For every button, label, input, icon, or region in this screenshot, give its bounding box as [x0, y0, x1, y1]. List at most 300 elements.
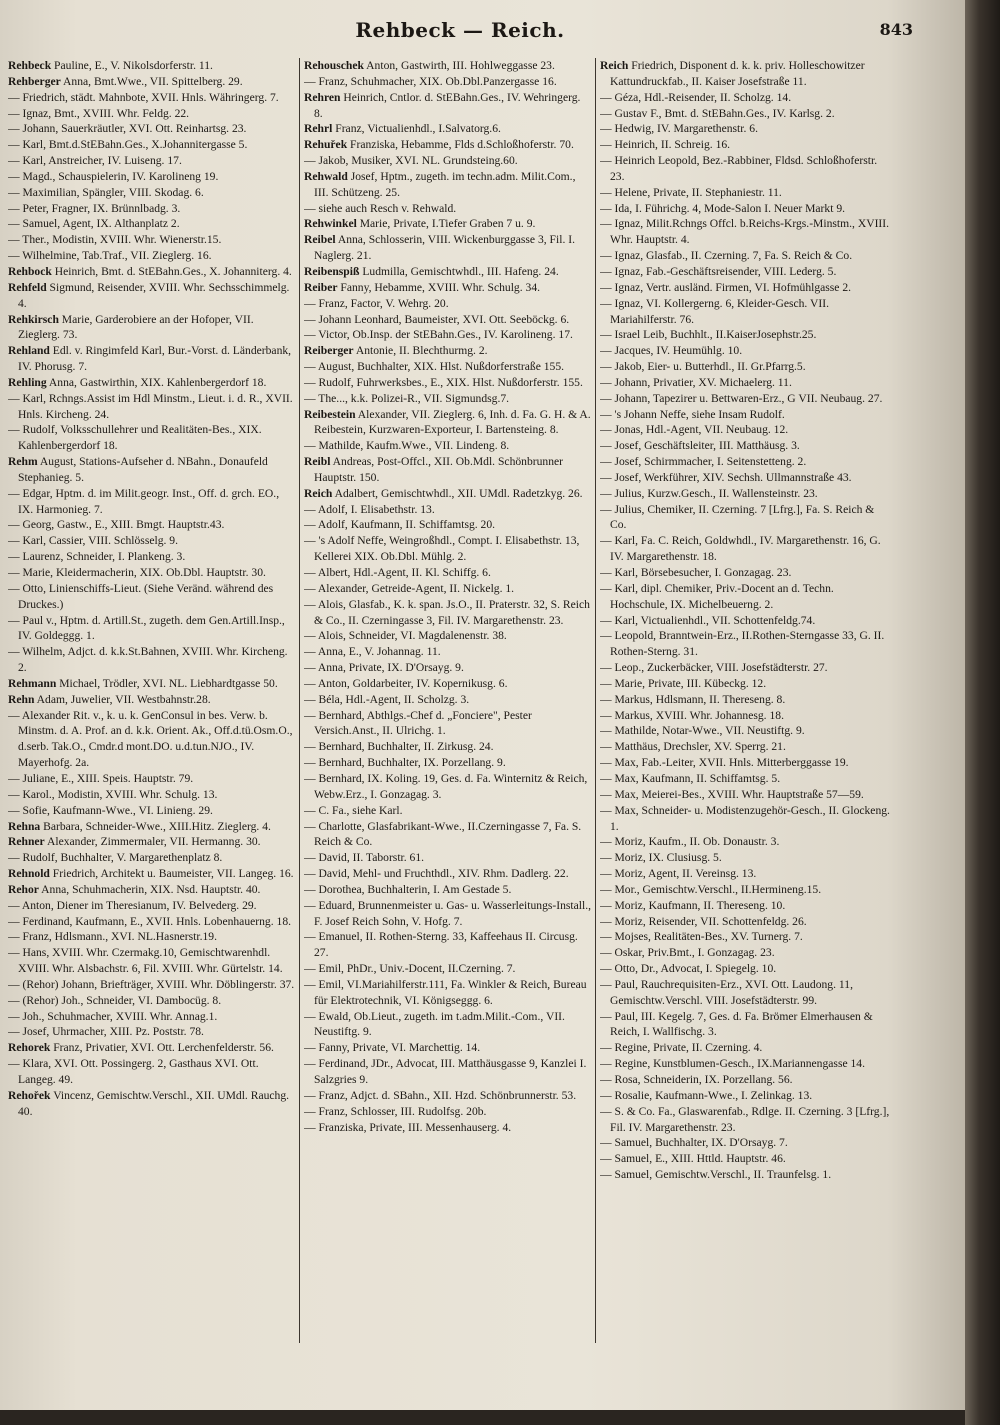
entry-text: — Leopold, Branntwein-Erz., II.Rothen-Sterngasse 33, G. II. Rothen-Sterng. 31.: [600, 629, 885, 659]
surname: Rehberger: [8, 74, 61, 88]
directory-entry: [8, 232, 296, 248]
directory-entry: [304, 755, 592, 771]
directory-entry: [8, 644, 296, 676]
entry-text: — Anna, E., V. Johannag. 11.: [304, 645, 441, 659]
directory-entry: [8, 914, 296, 930]
directory-entry: [600, 929, 890, 945]
directory-entry-head: [304, 137, 592, 153]
surname: Rehrl: [304, 122, 333, 136]
directory-entry-head: [304, 264, 592, 280]
entry-text: Ludmilla, Gemischtwhdl., III. Hafeng. 24.: [359, 264, 559, 278]
entry-text: — Moriz, Reisender, VII. Schottenfeldg. 26.: [600, 914, 807, 928]
directory-entry: [8, 185, 296, 201]
directory-entry: [304, 502, 592, 518]
entry-text: — Karl, Anstreicher, IV. Luiseng. 17.: [8, 154, 182, 168]
directory-entry: [8, 486, 296, 518]
directory-entry: [304, 819, 592, 851]
entry-text: — Rosa, Schneiderin, IX. Porzellang. 56.: [600, 1073, 793, 1086]
directory-entry: [600, 216, 890, 248]
directory-entry: [600, 533, 890, 565]
directory-entry: [600, 787, 890, 803]
entry-text: — Ewald, Ob.Lieut., zugeth. im t.adm.Milit.-Com., VII. Neustiftg. 9.: [304, 1009, 565, 1039]
entry-text: Heinrich, Cntlor. d. StEBahn.Ges., IV. Wehringerg. 8.: [314, 90, 581, 120]
directory-entry-head: [304, 280, 592, 296]
directory-entry: [600, 280, 890, 296]
entry-text: — Markus, Hdlsmann, II. Thereseng. 8.: [600, 692, 786, 706]
entry-text: — Jonas, Hdl.-Agent, VII. Neubaug. 12.: [600, 423, 789, 437]
column-2: [304, 58, 592, 1135]
directory-entry: [8, 201, 296, 217]
surname: Reich: [304, 486, 333, 500]
directory-entry-head: [304, 169, 592, 201]
surname: Reibenspiß: [304, 264, 360, 278]
directory-entry: [600, 676, 890, 692]
entry-text: — Wilhelmine, Tab.Traf., VII. Zieglerg. 16.: [8, 249, 212, 263]
directory-entry: [8, 993, 296, 1009]
directory-entry: [8, 90, 296, 106]
entry-text: — Karl, Rchngs.Assist im Hdl Minstm., Lieut. i. d. R., XVII. Hnls. Kircheng. 24.: [8, 391, 293, 421]
entry-text: — Heinrich Leopold, Bez.-Rabbiner, Fldsd. Schloßhoferstr. 23.: [600, 154, 878, 183]
entry-text: — Markus, XVIII. Whr. Johannesg. 18.: [600, 708, 784, 722]
entry-text: — Jakob, Musiker, XVI. NL. Grundsteing.60.: [304, 154, 518, 168]
directory-entry-head: [8, 375, 296, 391]
surname: Rehna: [8, 819, 41, 833]
entry-text: — Edgar, Hptm. d. im Milit.geogr. Inst., Off. d. grch. EO., IX. Harmonieg. 7.: [8, 486, 280, 516]
entry-text: — Dorothea, Buchhalterin, I. Am Gestade 5.: [304, 882, 512, 896]
surname: Rehfeld: [8, 280, 47, 294]
directory-entry: [600, 422, 890, 438]
entry-text: — Sofie, Kaufmann-Wwe., VI. Linieng. 29.: [8, 803, 213, 817]
entry-text: — Julius, Chemiker, II. Czerning. 7 [Lfrg.], Fa. S. Reich & Co.: [600, 502, 875, 532]
entry-text: — Heinrich, II. Schreig. 16.: [600, 138, 731, 152]
directory-entry: [8, 121, 296, 137]
directory-entry: [304, 961, 592, 977]
entry-text: — Juliane, E., XIII. Speis. Hauptstr. 79.: [8, 771, 194, 785]
directory-entry: [600, 708, 890, 724]
entry-text: — Johann Leonhard, Baumeister, XVI. Ott. Seeböckg. 6.: [304, 312, 570, 326]
entry-text: — Jakob, Eier- u. Butterhdl., II. Gr.Pfarrg.5.: [600, 360, 806, 374]
directory-entry: [8, 1056, 296, 1088]
entry-text: — Béla, Hdl.-Agent, II. Scholzg. 3.: [304, 692, 470, 706]
entry-text: — Samuel, Buchhalter, IX. D'Orsayg. 7.: [600, 1136, 788, 1150]
entry-text: — Ferdinand, JDr., Advocat, III. Matthäusgasse 9, Kanzlei I. Salzgries 9.: [304, 1057, 587, 1086]
directory-entry: [600, 882, 890, 898]
entry-text: — Fanny, Private, VI. Marchettig. 14.: [304, 1041, 481, 1055]
entry-text: — Victor, Ob.Insp. der StEBahn.Ges., IV. Karolineng. 17.: [304, 328, 573, 342]
directory-entry-head: [8, 58, 296, 74]
entry-text: — Hans, XVIII. Whr. Czermakg.10, Gemischtwarenhdl. XVIII. Whr. Alsbachstr. 6, Fil. XVIII. Whr. Gürtelstr. 14.: [8, 946, 283, 976]
directory-entry: [8, 898, 296, 914]
directory-entry: [600, 898, 890, 914]
directory-entry: [600, 803, 890, 835]
entry-text: — Otto, Linienschiffs-Lieut. (Siehe Veränd. während des Druckes.): [8, 581, 274, 611]
directory-entry: [8, 945, 296, 977]
directory-entry: [8, 137, 296, 153]
entry-text: — Julius, Kurzw.Gesch., II. Wallensteinstr. 23.: [600, 486, 818, 500]
entry-text: — Samuel, E., XIII. Httld. Hauptstr. 46.: [600, 1152, 786, 1166]
entry-text: — Johann, Sauerkräutler, XVI. Ott. Reinhartsg. 23.: [8, 122, 247, 136]
directory-entry: [304, 882, 592, 898]
entry-text: — Maximilian, Spängler, VIII. Skodag. 6.: [8, 185, 204, 199]
directory-entry: [304, 1040, 592, 1056]
entry-text: — Bernhard, Buchhalter, II. Zirkusg. 24.: [304, 740, 494, 754]
surname: Rehorek: [8, 1041, 51, 1055]
directory-entry: [600, 296, 890, 328]
directory-entry-head: [8, 74, 296, 90]
entry-text: — (Rehor) Joh., Schneider, VI. Dambocüg. 8.: [8, 993, 222, 1007]
entry-text: — Magd., Schauspielerin, IV. Karolineng 19.: [8, 169, 219, 183]
directory-entry: [304, 391, 592, 407]
entry-text: — Moriz, Kaufmann, II. Thereseng. 10.: [600, 898, 786, 912]
directory-entry: [304, 628, 592, 644]
directory-entry: [8, 613, 296, 645]
entry-text: Pauline, E., V. Nikolsdorferstr. 11.: [51, 59, 213, 72]
directory-entry: [600, 1151, 890, 1167]
directory-entry: [304, 74, 592, 90]
entry-text: — Mathilde, Notar-Wwe., VII. Neustiftg. 9.: [600, 724, 805, 738]
surname: Reiber: [304, 280, 338, 294]
directory-entry: [8, 169, 296, 185]
entry-text: — Oskar, Priv.Bmt., I. Gonzagag. 23.: [600, 946, 775, 960]
directory-entry: [304, 312, 592, 328]
directory-entry: [8, 1009, 296, 1025]
surname: Rehwald: [304, 169, 348, 183]
entry-text: — Josef, Werkführer, XIV. Sechsh. Ullmannstraße 43.: [600, 470, 852, 484]
directory-entry-head: [304, 232, 592, 264]
entry-text: — Paul, III. Kegelg. 7, Ges. d. Fa. Brömer Elmerhausen & Reich, I. Wallfischg. 3.: [600, 1009, 873, 1039]
directory-entry: [600, 248, 890, 264]
directory-entry: [304, 1104, 592, 1120]
directory-entry-head: [8, 676, 296, 692]
directory-entry-head: [8, 343, 296, 375]
directory-entry: [304, 359, 592, 375]
entry-text: — Anna, Private, IX. D'Orsayg. 9.: [304, 661, 464, 675]
entry-text: — Ferdinand, Kaufmann, E., XVII. Hnls. Lobenhauerng. 18.: [8, 914, 292, 928]
entry-text: — Eduard, Brunnenmeister u. Gas- u. Wasserleitungs-Install., F. Josef Reich Sohn, V. Hofg. 7.: [304, 898, 592, 928]
entry-text: — David, Mehl- und Fruchthdl., XIV. Rhm. Dadlerg. 22.: [304, 867, 569, 881]
directory-entry: [600, 106, 890, 122]
entry-text: — Rudolf, Buchhalter, V. Margarethenplatz 8.: [8, 851, 223, 865]
directory-entry-head: [304, 407, 592, 439]
directory-entry: [304, 866, 592, 882]
entry-text: — Albert, Hdl.-Agent, II. Kl. Schiffg. 6.: [304, 566, 491, 579]
surname: Rehling: [8, 375, 47, 389]
directory-entry: [600, 185, 890, 201]
entry-text: — Alois, Schneider, VI. Magdalenenstr. 38.: [304, 629, 507, 643]
entry-text: — Franz, Factor, V. Wehrg. 20.: [304, 296, 449, 310]
directory-entry: [8, 565, 296, 581]
entry-text: — David, II. Taborstr. 61.: [304, 851, 425, 865]
entry-text: — siehe auch Resch v. Rehwald.: [304, 201, 457, 215]
directory-entry-head: [8, 280, 296, 312]
entry-text: Adalbert, Gemischtwhdl., XII. UMdl. Radetzkyg. 26.: [332, 486, 583, 500]
directory-entry: [600, 581, 890, 613]
entry-text: Friedrich, Architekt u. Baumeister, VII. Langeg. 16.: [49, 867, 294, 881]
directory-entry-head: [8, 882, 296, 898]
directory-entry: [304, 327, 592, 343]
entry-text: Marie, Private, I.Tiefer Graben 7 u. 9.: [356, 217, 536, 231]
entry-text: — Laurenz, Schneider, I. Plankeng. 3.: [8, 550, 186, 564]
entry-text: Edl. v. Ringimfeld Karl, Bur.-Vorst. d. Länderbank, IV. Phorusg. 7.: [18, 344, 292, 374]
directory-entry: [600, 264, 890, 280]
directory-entry: [600, 692, 890, 708]
entry-text: — Wilhelm, Adjct. d. k.k.St.Bahnen, XVIII. Whr. Kircheng. 2.: [8, 645, 288, 675]
directory-entry: [304, 1088, 592, 1104]
directory-entry-head: [600, 58, 890, 90]
surname: Rehnold: [8, 867, 50, 881]
directory-entry-head: [304, 216, 592, 232]
directory-entry: [304, 739, 592, 755]
directory-entry: [600, 660, 890, 676]
entry-text: — Rudolf, Volksschullehrer und Realitäten-Bes., XIX. Kahlenbergerdorf 18.: [8, 423, 262, 453]
directory-entry: [304, 676, 592, 692]
surname: Rehn: [8, 692, 35, 706]
entry-text: Franz, Victualienhdl., I.Salvatorg.6.: [332, 122, 501, 136]
directory-entry: [600, 771, 890, 787]
directory-entry: [304, 660, 592, 676]
directory-entry: [8, 391, 296, 423]
entry-text: — Josef, Geschäftsleiter, III. Matthäusg. 3.: [600, 439, 800, 453]
directory-entry: [600, 327, 890, 343]
directory-entry: [8, 787, 296, 803]
entry-text: — The..., k.k. Polizei-R., VII. Sigmundsg.7.: [304, 391, 510, 405]
entry-text: Andreas, Post-Offcl., XII. Ob.Mdl. Schönbrunner Hauptstr. 150.: [314, 455, 564, 484]
directory-entry: [8, 517, 296, 533]
entry-text: Fanny, Hebamme, XVIII. Whr. Schulg. 34.: [337, 280, 541, 294]
entry-text: — Karl, Börsebesucher, I. Gonzagag. 23.: [600, 566, 792, 579]
entry-text: — Emanuel, II. Rothen-Sterng. 33, Kaffeehaus II. Circusg. 27.: [304, 930, 578, 960]
directory-entry-head: [304, 58, 592, 74]
entry-text: — Ida, I. Führichg. 4, Mode-Salon I. Neuer Markt 9.: [600, 201, 846, 215]
directory-entry: [600, 1072, 890, 1088]
entry-text: Heinrich, Bmt. d. StEBahn.Ges., X. Johanniterg. 4.: [51, 264, 292, 278]
column-3: [600, 58, 890, 1183]
entry-text: — Karl, Victualienhdl., VII. Schottenfeldg.74.: [600, 613, 816, 627]
directory-entry-head: [304, 90, 592, 122]
directory-entry: [304, 692, 592, 708]
entry-text: — Bernhard, IX. Koling. 19, Ges. d. Fa. Winternitz & Reich, Webw.Erz., I. Gonzagag. 3.: [304, 771, 588, 801]
directory-entry: [600, 201, 890, 217]
directory-entry: [600, 486, 890, 502]
directory-entry: [600, 1009, 890, 1041]
entry-text: Marie, Garderobiere an der Hofoper, VII. Zieglerg. 73.: [18, 312, 254, 342]
entry-text: — Moriz, Kaufm., II. Ob. Donaustr. 3.: [600, 835, 780, 849]
entry-text: — Franziska, Private, III. Messenhauserg. 4.: [304, 1120, 512, 1134]
surname: Rehkirsch: [8, 312, 59, 326]
entry-text: Anna, Bmt.Wwe., VII. Spittelberg. 29.: [60, 74, 243, 88]
entry-text: — Friedrich, städt. Mahnbote, XVII. Hnls. Währingerg. 7.: [8, 90, 279, 104]
entry-text: — Alexander, Getreide-Agent, II. Nickelg. 1.: [304, 581, 515, 595]
surname: Rehwinkel: [304, 217, 357, 231]
entry-text: — Karl, Fa. C. Reich, Goldwhdl., IV. Margarethenstr. 16, G. IV. Margarethenstr. 18.: [600, 534, 881, 564]
directory-entry: [8, 708, 296, 771]
entry-text: — Anton, Goldarbeiter, IV. Kopernikusg. 6.: [304, 676, 508, 690]
directory-entry: [600, 137, 890, 153]
entry-text: — Charlotte, Glasfabrikant-Wwe., II.Czerningasse 7, Fa. S. Reich & Co.: [304, 819, 582, 849]
column-divider: [299, 58, 300, 1343]
directory-entry: [600, 628, 890, 660]
entry-text: — Paul v., Hptm. d. Artill.St., zugeth. dem Gen.Artill.Insp., IV. Goldeggg. 1.: [8, 613, 285, 643]
directory-entry-head: [8, 312, 296, 344]
entry-text: — Paul, Rauchrequisiten-Erz., XVI. Ott. Laudong. 11, Gemischtw.Verschl. VIII. Josefstädterstr. 99.: [600, 977, 853, 1007]
directory-entry: [304, 581, 592, 597]
directory-entry: [600, 739, 890, 755]
entry-text: — S. & Co. Fa., Glaswarenfab., Rdlge. II. Czerning. 3 [Lfrg.], Fil. IV. Margarethenstr. 23.: [600, 1104, 890, 1134]
column-1: [8, 58, 296, 1120]
directory-entry: [600, 977, 890, 1009]
entry-text: — Joh., Schuhmacher, XVIII. Whr. Annag.1.: [8, 1009, 218, 1023]
directory-entry: [600, 565, 890, 581]
directory-entry-head: [8, 834, 296, 850]
entry-text: — Samuel, Agent, IX. Althanplatz 2.: [8, 217, 180, 231]
entry-text: — Klara, XVI. Ott. Possingerg. 2, Gasthaus XVI. Ott. Langeg. 49.: [8, 1057, 259, 1086]
entry-text: — Ignaz, Fab.-Geschäftsreisender, VIII. Lederg. 5.: [600, 264, 837, 278]
entry-text: Anna, Schuhmacherin, XIX. Nsd. Hauptstr. 40.: [38, 882, 261, 896]
directory-entry: [8, 549, 296, 565]
surname: Rehor: [8, 882, 39, 896]
entry-text: Sigmund, Reisender, XVIII. Whr. Sechsschimmelg. 4.: [18, 280, 290, 310]
entry-text: August, Stations-Aufseher d. NBahn., Donaufeld Stephanieg. 5.: [18, 455, 268, 484]
entry-text: — Alexander Rit. v., k. u. k. GenConsul in bes. Verw. b. Minstm. d. A. Prof. an d. k.k. Orient. Ak., Off.d.tü.Osm.O., d.serb. Tak.O., Cmdr.d mont.DO. u.d.tun.NJO., IV. Mayerhofg. 2a.: [8, 708, 293, 770]
directory-entry: [600, 438, 890, 454]
entry-text: — Max, Fab.-Leiter, XVII. Hnls. Mitterberggasse 19.: [600, 756, 849, 770]
entry-text: — Emil, VI.Mariahilferstr.111, Fa. Winkler & Reich, Bureau für Elektrotechnik, VI. Königseggg. 6.: [304, 977, 587, 1007]
entry-text: — Bernhard, Abthlgs.-Chef d. „Fonciere", Pester Versich.Anst., II. Ulrichg. 1.: [304, 708, 532, 738]
entry-text: — Emil, PhDr., Univ.-Docent, II.Czerning. 7.: [304, 962, 516, 976]
surname: Reibel: [304, 233, 336, 247]
entry-text: — Josef, Uhrmacher, XIII. Pz. Poststr. 78.: [8, 1025, 204, 1039]
entry-text: — Gustav F., Bmt. d. StEBahn.Ges., IV. Karlsg. 2.: [600, 106, 835, 120]
entry-text: — Samuel, Gemischtw.Verschl., II. Traunfelsg. 1.: [600, 1168, 832, 1182]
entry-text: — Peter, Fragner, IX. Brünnlbadg. 3.: [8, 201, 181, 215]
entry-text: Michael, Trödler, XVI. NL. Liebhardtgasse 50.: [56, 676, 278, 690]
entry-text: — Marie, Kleidermacherin, XIX. Ob.Dbl. Hauptstr. 30.: [8, 566, 266, 579]
entry-text: — Ignaz, Milit.Rchngs Offcl. b.Reichs-Krgs.-Minstm., XVIII. Whr. Hauptstr. 4.: [600, 217, 890, 247]
entry-text: — Hedwig, IV. Margarethenstr. 6.: [600, 122, 758, 136]
directory-entry: [304, 929, 592, 961]
directory-entry: [600, 1167, 890, 1183]
surname: Rehm: [8, 455, 38, 469]
entry-text: Franz, Privatier, XVI. Ott. Lerchenfelderstr. 56.: [50, 1041, 274, 1055]
surname: Rehuřek: [304, 138, 348, 152]
book-spine-shadow: [965, 0, 1000, 1425]
directory-entry: [600, 1104, 890, 1136]
directory-entry: [600, 1088, 890, 1104]
directory-entry-head: [8, 1040, 296, 1056]
directory-entry: [8, 977, 296, 993]
directory-entry: [600, 391, 890, 407]
directory-entry: [8, 248, 296, 264]
directory-entry: [304, 977, 592, 1009]
entry-text: Adam, Juwelier, VII. Westbahnstr.28.: [34, 692, 211, 706]
directory-entry-head: [8, 866, 296, 882]
entry-text: — Georg, Gastw., E., XIII. Bmgt. Hauptstr.43.: [8, 518, 225, 532]
directory-entry-head: [8, 1088, 296, 1120]
directory-entry-head: [8, 454, 296, 486]
entry-text: Anna, Schlosserin, VIII. Wickenburggasse 3, Fil. I. Naglerg. 21.: [314, 233, 575, 263]
entry-text: — Ignaz, VI. Kollergerng. 6, Kleider-Gesch. VII. Mariahilferstr. 76.: [600, 296, 829, 326]
directory-entry-head: [8, 692, 296, 708]
directory-entry: [600, 454, 890, 470]
directory-entry: [304, 153, 592, 169]
entry-text: — Israel Leib, Buchhlt., II.KaiserJosephstr.25.: [600, 328, 817, 342]
surname: Rehren: [304, 90, 341, 104]
directory-entry: [600, 90, 890, 106]
entry-text: — Franz, Adjct. d. SBahn., XII. Hzd. Schönbrunnerstr. 53.: [304, 1088, 577, 1102]
entry-text: — Mathilde, Kaufm.Wwe., VII. Lindeng. 8.: [304, 439, 510, 453]
entry-text: — Ignaz, Glasfab., II. Czerning. 7, Fa. S. Reich & Co.: [600, 249, 853, 263]
directory-entry: [8, 422, 296, 454]
directory-entry: [600, 866, 890, 882]
entry-text: — Franz, Schlosser, III. Rudolfsg. 20b.: [304, 1104, 487, 1118]
directory-entry: [304, 1120, 592, 1136]
column-divider: [595, 58, 596, 1343]
entry-text: — Adolf, I. Elisabethstr. 13.: [304, 502, 435, 516]
surname: Rehořek: [8, 1088, 51, 1102]
entry-text: — Marie, Private, III. Kübeckg. 12.: [600, 676, 767, 690]
directory-entry: [304, 850, 592, 866]
directory-entry: [8, 1024, 296, 1040]
entry-text: — (Rehor) Johann, Briefträger, XVIII. Whr. Döblingerstr. 37.: [8, 977, 295, 991]
entry-text: — 's Johann Neffe, siehe Insam Rudolf.: [600, 407, 785, 421]
entry-text: — Matthäus, Drechsler, XV. Sperrg. 21.: [600, 740, 786, 754]
directory-entry: [8, 771, 296, 787]
entry-text: — Bernhard, Buchhalter, IX. Porzellang. 9.: [304, 756, 506, 770]
entry-text: — Ignaz, Vertr. ausländ. Firmen, VI. Hofmühlgasse 2.: [600, 280, 852, 294]
entry-text: Anton, Gastwirth, III. Hohlweggasse 23.: [363, 59, 555, 72]
directory-entry: [8, 216, 296, 232]
entry-text: — Regine, Private, II. Czerning. 4.: [600, 1041, 763, 1055]
entry-text: — Max, Meierei-Bes., XVIII. Whr. Hauptstraße 57—59.: [600, 787, 864, 801]
surname: Rehland: [8, 344, 50, 358]
entry-text: — Max, Kaufmann, II. Schiffamtsg. 5.: [600, 771, 781, 785]
entry-text: Vincenz, Gemischtw.Verschl., XII. UMdl. Rauchg. 40.: [18, 1088, 290, 1118]
directory-entry: [8, 533, 296, 549]
directory-entry: [304, 438, 592, 454]
page-number: 843: [879, 20, 913, 39]
directory-entry: [600, 1135, 890, 1151]
directory-entry: [600, 914, 890, 930]
directory-entry: [600, 850, 890, 866]
directory-entry: [304, 375, 592, 391]
directory-entry: [600, 1040, 890, 1056]
entry-text: Alexander, Zimmermaler, VII. Hermanng. 30.: [44, 835, 261, 849]
directory-entry: [304, 1009, 592, 1041]
entry-text: — August, Buchhalter, XIX. Hlst. Nußdorferstraße 155.: [304, 360, 565, 374]
surname: Rehouschek: [304, 59, 364, 72]
directory-entry: [600, 470, 890, 486]
entry-text: — Ther., Modistin, XVIII. Whr. Wienerstr.15.: [8, 233, 222, 247]
page-header: [0, 18, 965, 52]
directory-entry: [304, 533, 592, 565]
directory-entry: [600, 961, 890, 977]
directory-entry: [304, 803, 592, 819]
directory-entry: [8, 850, 296, 866]
surname: Rehmann: [8, 676, 57, 690]
directory-entry: [8, 929, 296, 945]
entry-text: — Mojses, Realitäten-Bes., XV. Turnerg. 7.: [600, 930, 803, 944]
directory-entry: [600, 1056, 890, 1072]
directory-entry-head: [304, 486, 592, 502]
entry-text: Antonie, II. Blechthurmg. 2.: [353, 344, 488, 358]
entry-text: — Leop., Zuckerbäcker, VIII. Josefstädterstr. 27.: [600, 661, 828, 675]
directory-entry: [304, 708, 592, 740]
entry-text: — Rudolf, Fuhrwerksbes., E., XIX. Hlst. Nußdorferstr. 155.: [304, 375, 583, 389]
entry-text: Anna, Gastwirthin, XIX. Kahlenbergerdorf 18.: [46, 375, 267, 389]
entry-text: — Karl, dipl. Chemiker, Priv.-Docent an d. Techn. Hochschule, IX. Michelbeuerng. 2.: [600, 581, 834, 611]
directory-entry: [600, 121, 890, 137]
entry-text: — Alois, Glasfab., K. k. span. Js.O., II. Praterstr. 32, S. Reich & Co., II. Czerningasse 3, Fil. IV. Margarethenstr. 23.: [304, 597, 590, 627]
